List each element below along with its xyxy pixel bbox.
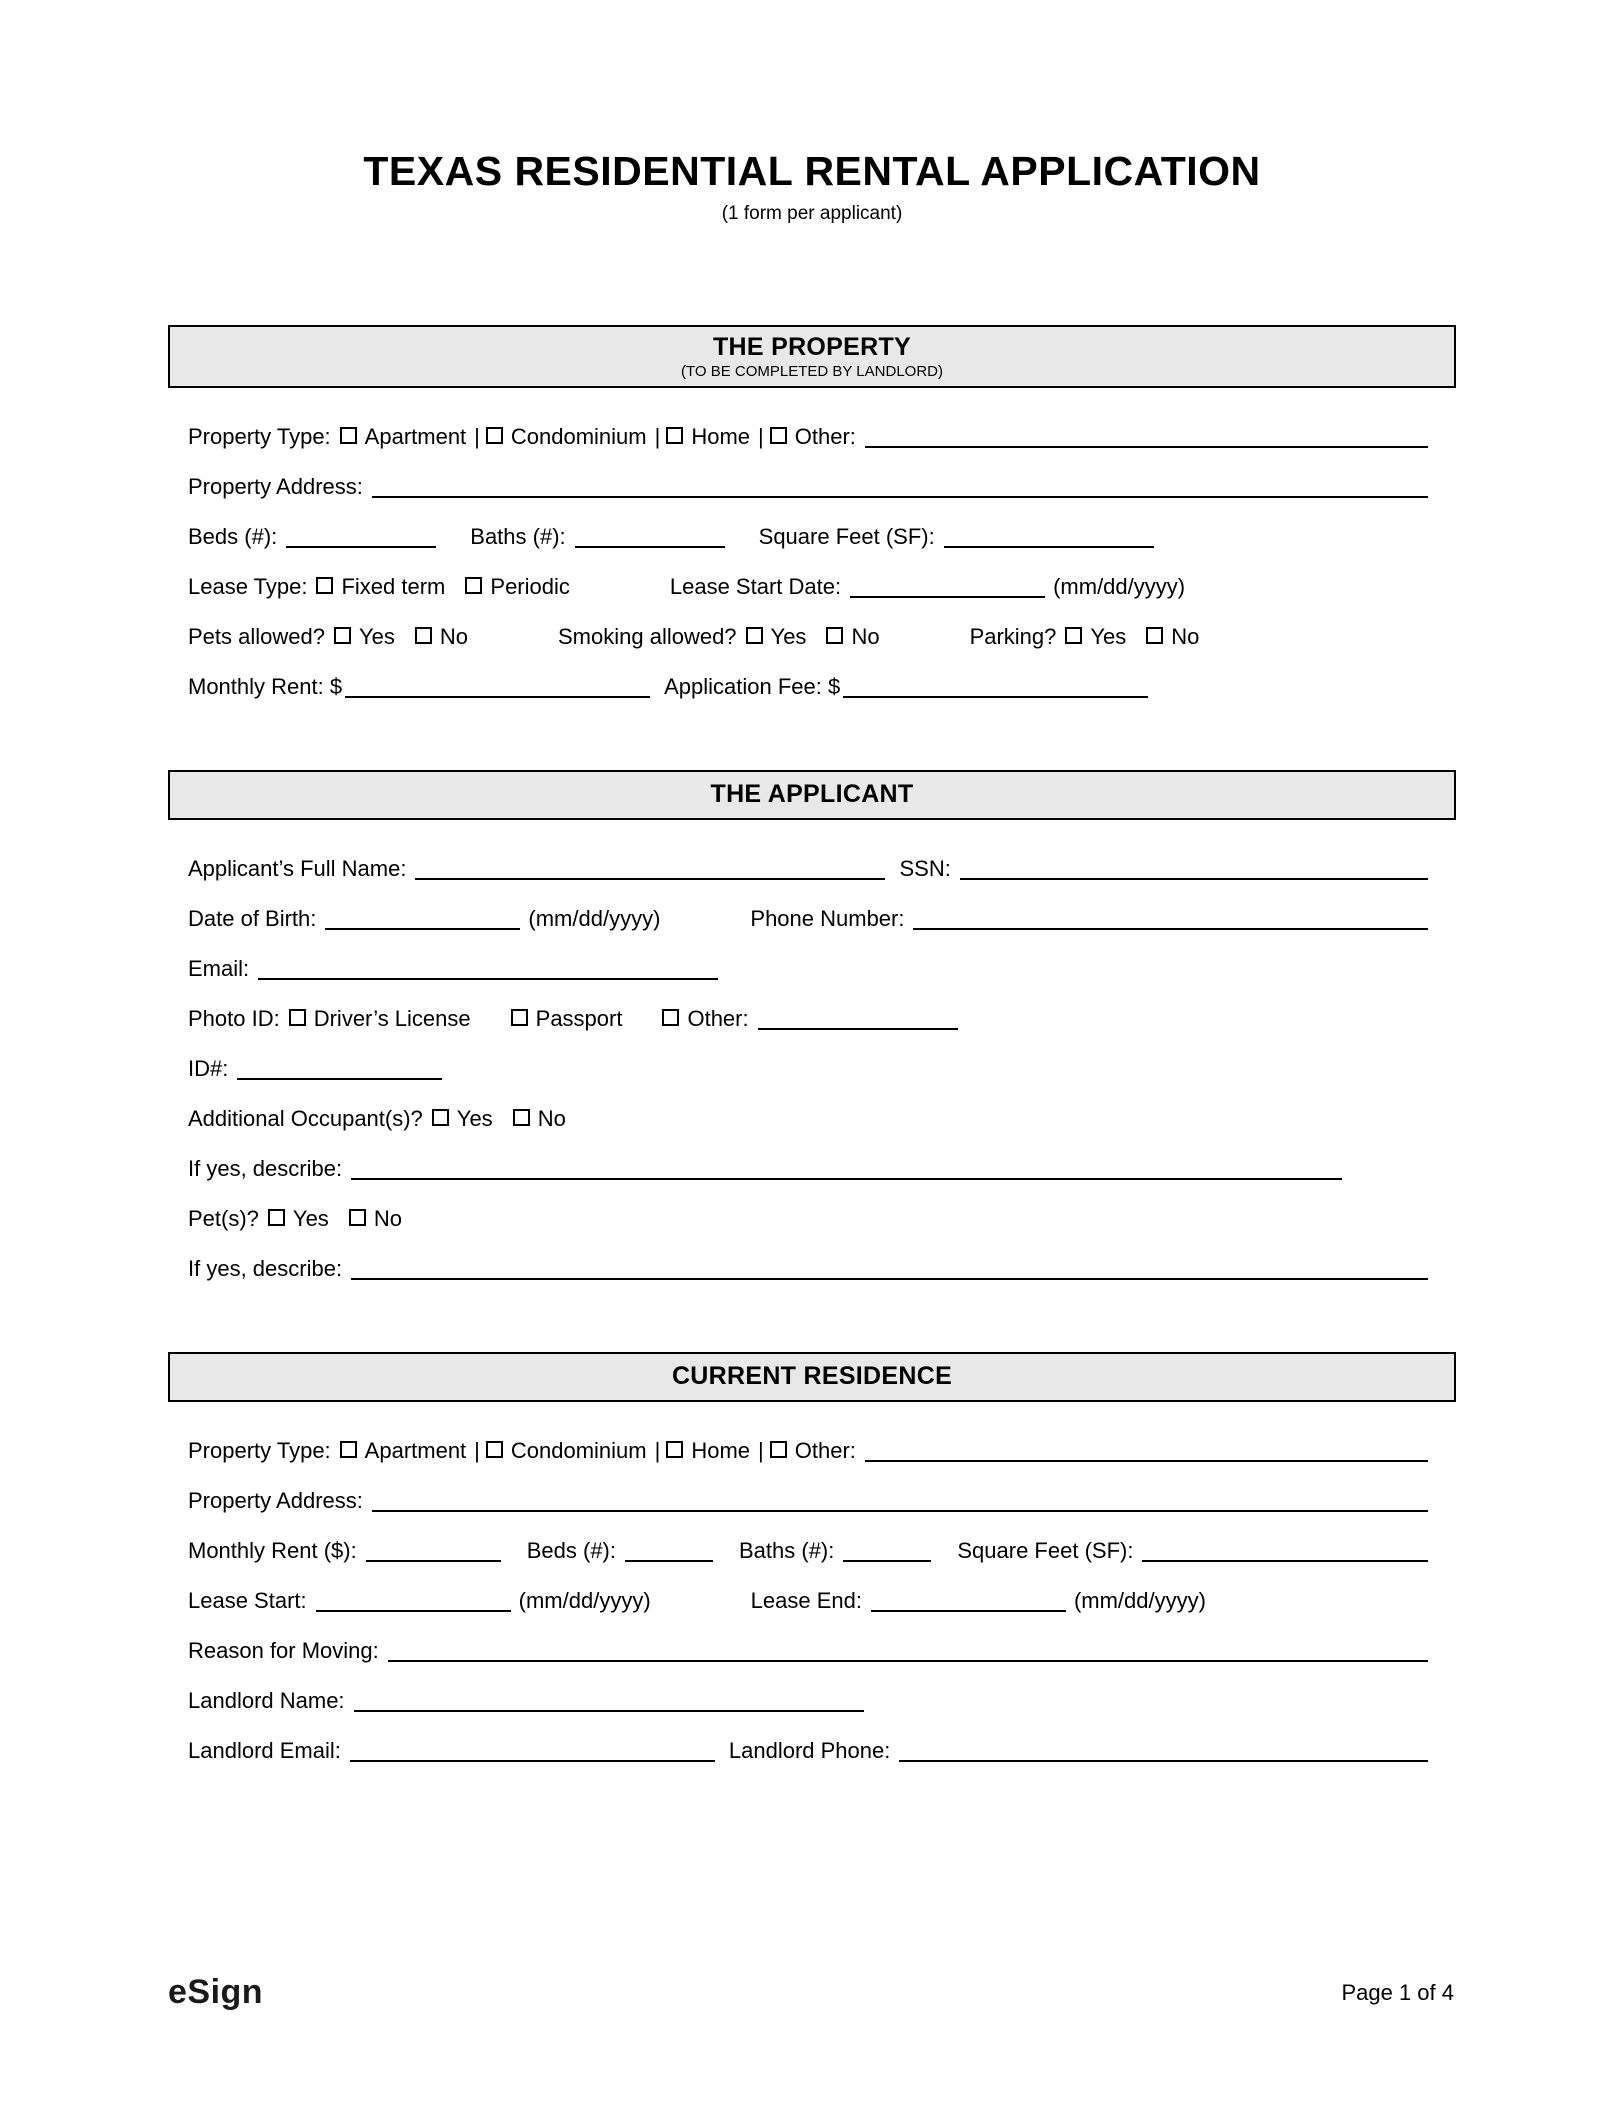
app-pets-describe-field[interactable]: [351, 1260, 1428, 1280]
res-property-type-row: [188, 1438, 1428, 1464]
prop-allowances-row: [188, 624, 1428, 650]
prop-application-fee-label: Application Fee: $: [664, 674, 841, 699]
prop-parking-label: Parking?: [969, 624, 1057, 649]
res-lease-start-date-format: (mm/dd/yyyy): [518, 1588, 651, 1613]
app-pets-row: [188, 1206, 1428, 1232]
prop-property-type-row: [188, 424, 1428, 450]
prop-application-fee-field[interactable]: [843, 678, 1148, 698]
res-baths-field[interactable]: [843, 1542, 931, 1562]
prop-lease-start-field[interactable]: [850, 578, 1045, 598]
prop-pets-no-label: No: [439, 624, 468, 649]
app-drivers-license-label: Driver’s License: [313, 1006, 471, 1031]
prop-other-checkbox[interactable]: [770, 427, 787, 444]
res-landlord-name-label: Landlord Name:: [188, 1688, 345, 1713]
res-reason-label: Reason for Moving:: [188, 1638, 379, 1663]
app-email-label: Email:: [188, 956, 250, 981]
app-id-other-label: Other:: [687, 1006, 749, 1031]
res-landlord-name-row: [188, 1688, 1428, 1714]
prop-periodic-label: Periodic: [490, 574, 570, 599]
res-property-type-label: Property Type:: [188, 1438, 331, 1463]
prop-address-field[interactable]: [372, 478, 1428, 498]
prop-fixed-term-label: Fixed term: [341, 574, 446, 599]
res-lease-dates-row: [188, 1588, 1428, 1614]
res-reason-field[interactable]: [388, 1642, 1428, 1662]
app-occupants-no-label: No: [537, 1106, 566, 1131]
prop-baths-label: Baths (#):: [470, 524, 566, 549]
prop-sqft-label: Square Feet (SF):: [758, 524, 935, 549]
esign-logo: eSign: [168, 1973, 264, 2011]
property-section-subtitle: (TO BE COMPLETED BY LANDLORD): [680, 363, 943, 380]
prop-smoking-yes-checkbox[interactable]: [746, 627, 763, 644]
prop-monthly-rent-label: Monthly Rent: $: [188, 674, 343, 699]
app-pets-describe-row: [188, 1256, 1428, 1282]
res-lease-end-label: Lease End:: [750, 1588, 862, 1613]
res-monthly-rent-field[interactable]: [366, 1542, 501, 1562]
app-photo-id-row: [188, 1006, 1428, 1032]
app-occupants-yes-checkbox[interactable]: [432, 1109, 449, 1126]
prop-other-field[interactable]: [865, 428, 1428, 448]
page-number: Page 1 of 4: [1341, 1980, 1454, 2005]
res-landlord-phone-field[interactable]: [899, 1742, 1428, 1762]
app-additional-occupants-label: Additional Occupant(s)?: [188, 1106, 423, 1131]
app-pets-yes-label: Yes: [292, 1206, 329, 1231]
prop-condominium-checkbox[interactable]: [486, 427, 503, 444]
document-subtitle: (1 form per applicant): [721, 203, 903, 224]
app-phone-field[interactable]: [913, 910, 1428, 930]
app-email-field[interactable]: [258, 960, 718, 980]
app-pets-yes-checkbox[interactable]: [268, 1209, 285, 1226]
prop-smoking-label: Smoking allowed?: [558, 624, 737, 649]
app-occupants-yes-label: Yes: [456, 1106, 493, 1131]
prop-apartment-label: Apartment: [364, 424, 467, 449]
app-ssn-field[interactable]: [960, 860, 1428, 880]
app-id-number-label: ID#:: [188, 1056, 229, 1081]
prop-pets-no-checkbox[interactable]: [415, 627, 432, 644]
prop-condominium-label: Condominium: [510, 424, 647, 449]
app-dob-phone-row: [188, 906, 1428, 932]
app-dob-label: Date of Birth:: [188, 906, 317, 931]
app-pets-label: Pet(s)?: [188, 1206, 259, 1231]
residence-section-header: [168, 1352, 1456, 1402]
app-phone-label: Phone Number:: [750, 906, 905, 931]
pipe-separator: |: [474, 424, 480, 449]
property-section-header: [168, 325, 1456, 388]
res-other-label: Other:: [794, 1438, 856, 1463]
pipe-separator: |: [654, 1438, 661, 1463]
res-address-row: [188, 1488, 1428, 1514]
prop-smoking-no-label: No: [851, 624, 880, 649]
app-passport-checkbox[interactable]: [511, 1009, 528, 1026]
app-full-name-field[interactable]: [415, 860, 885, 880]
app-pets-describe-label: If yes, describe:: [188, 1256, 343, 1281]
document-title: TEXAS RESIDENTIAL RENTAL APPLICATION: [363, 148, 1261, 194]
prop-parking-no-checkbox[interactable]: [1146, 627, 1163, 644]
app-drivers-license-checkbox[interactable]: [289, 1009, 306, 1026]
residence-section-title: CURRENT RESIDENCE: [671, 1362, 953, 1390]
app-dob-field[interactable]: [325, 910, 520, 930]
prop-lease-start-date-format: (mm/dd/yyyy): [1053, 574, 1186, 599]
app-occupants-describe-row: [188, 1156, 1428, 1182]
res-baths-label: Baths (#):: [739, 1538, 835, 1563]
app-dob-date-format: (mm/dd/yyyy): [528, 906, 661, 931]
res-landlord-email-field[interactable]: [350, 1742, 715, 1762]
prop-pets-yes-label: Yes: [358, 624, 395, 649]
app-name-ssn-row: [188, 856, 1428, 882]
property-section-body: [168, 388, 1456, 726]
app-id-other-field[interactable]: [758, 1010, 958, 1030]
app-additional-occupants-row: [188, 1106, 1428, 1132]
res-beds-label: Beds (#):: [526, 1538, 616, 1563]
prop-home-checkbox[interactable]: [666, 427, 683, 444]
res-sqft-label: Square Feet (SF):: [957, 1538, 1134, 1563]
prop-parking-no-label: No: [1171, 624, 1200, 649]
prop-beds-field[interactable]: [286, 528, 436, 548]
prop-monthly-rent-field[interactable]: [345, 678, 650, 698]
res-home-label: Home: [691, 1438, 751, 1463]
app-occupants-no-checkbox[interactable]: [513, 1109, 530, 1126]
res-home-checkbox[interactable]: [666, 1441, 683, 1458]
prop-rent-fee-row: [188, 674, 1428, 700]
prop-periodic-checkbox[interactable]: [465, 577, 482, 594]
res-sqft-field[interactable]: [1142, 1542, 1428, 1562]
pipe-separator: |: [654, 424, 661, 449]
res-landlord-email-label: Landlord Email:: [188, 1738, 341, 1763]
res-lease-end-date-format: (mm/dd/yyyy): [1073, 1588, 1206, 1613]
app-id-other-checkbox[interactable]: [662, 1009, 679, 1026]
res-beds-field[interactable]: [625, 1542, 713, 1562]
app-pets-no-checkbox[interactable]: [349, 1209, 366, 1226]
res-apartment-checkbox[interactable]: [340, 1441, 357, 1458]
prop-lease-start-label: Lease Start Date:: [669, 574, 842, 599]
res-lease-start-label: Lease Start:: [188, 1588, 307, 1613]
prop-pets-label: Pets allowed?: [188, 624, 325, 649]
res-monthly-rent-label: Monthly Rent ($):: [188, 1538, 357, 1563]
form-content: [168, 325, 1456, 1790]
res-landlord-phone-label: Landlord Phone:: [728, 1738, 891, 1763]
prop-other-label: Other:: [794, 424, 856, 449]
applicant-section-body: [168, 820, 1456, 1308]
app-ssn-label: SSN:: [899, 856, 951, 881]
property-section-title: THE PROPERTY: [712, 333, 912, 361]
res-condominium-checkbox[interactable]: [486, 1441, 503, 1458]
applicant-section-title: THE APPLICANT: [710, 780, 914, 808]
prop-lease-type-label: Lease Type:: [188, 574, 308, 599]
res-apartment-label: Apartment: [364, 1438, 467, 1463]
applicant-section-header: [168, 770, 1456, 820]
res-other-checkbox[interactable]: [770, 1441, 787, 1458]
res-address-label: Property Address:: [188, 1488, 363, 1513]
prop-apartment-checkbox[interactable]: [340, 427, 357, 444]
pipe-separator: |: [758, 424, 764, 449]
prop-sqft-field[interactable]: [944, 528, 1154, 548]
prop-smoking-yes-label: Yes: [770, 624, 807, 649]
res-address-field[interactable]: [372, 1492, 1428, 1512]
prop-fixed-term-checkbox[interactable]: [316, 577, 333, 594]
app-id-number-row: [188, 1056, 1428, 1082]
app-pets-no-label: No: [373, 1206, 402, 1231]
prop-parking-yes-checkbox[interactable]: [1065, 627, 1082, 644]
app-photo-id-label: Photo ID:: [188, 1006, 280, 1031]
res-rent-beds-baths-row: [188, 1538, 1428, 1564]
res-lease-end-field[interactable]: [871, 1592, 1066, 1612]
prop-property-type-label: Property Type:: [188, 424, 331, 449]
prop-beds-baths-row: [188, 524, 1428, 550]
prop-parking-yes-label: Yes: [1090, 624, 1127, 649]
app-occupants-describe-field[interactable]: [351, 1160, 1342, 1180]
prop-baths-field[interactable]: [575, 528, 725, 548]
prop-smoking-no-checkbox[interactable]: [826, 627, 843, 644]
res-landlord-name-field[interactable]: [354, 1692, 864, 1712]
pipe-separator: |: [758, 1438, 764, 1463]
prop-address-row: [188, 474, 1428, 500]
res-landlord-contact-row: [188, 1738, 1428, 1764]
prop-lease-type-row: [188, 574, 1428, 600]
residence-section-body: [168, 1402, 1456, 1790]
prop-pets-yes-checkbox[interactable]: [334, 627, 351, 644]
res-lease-start-field[interactable]: [316, 1592, 511, 1612]
app-id-number-field[interactable]: [237, 1060, 442, 1080]
app-occupants-describe-label: If yes, describe:: [188, 1156, 343, 1181]
pipe-separator: |: [474, 1438, 480, 1463]
prop-beds-label: Beds (#):: [188, 524, 278, 549]
res-condominium-label: Condominium: [510, 1438, 647, 1463]
app-passport-label: Passport: [535, 1006, 623, 1031]
res-other-field[interactable]: [865, 1442, 1428, 1462]
res-reason-row: [188, 1638, 1428, 1664]
app-full-name-label: Applicant’s Full Name:: [188, 856, 407, 881]
prop-home-label: Home: [691, 424, 751, 449]
prop-address-label: Property Address:: [188, 474, 363, 499]
app-email-row: [188, 956, 1428, 982]
